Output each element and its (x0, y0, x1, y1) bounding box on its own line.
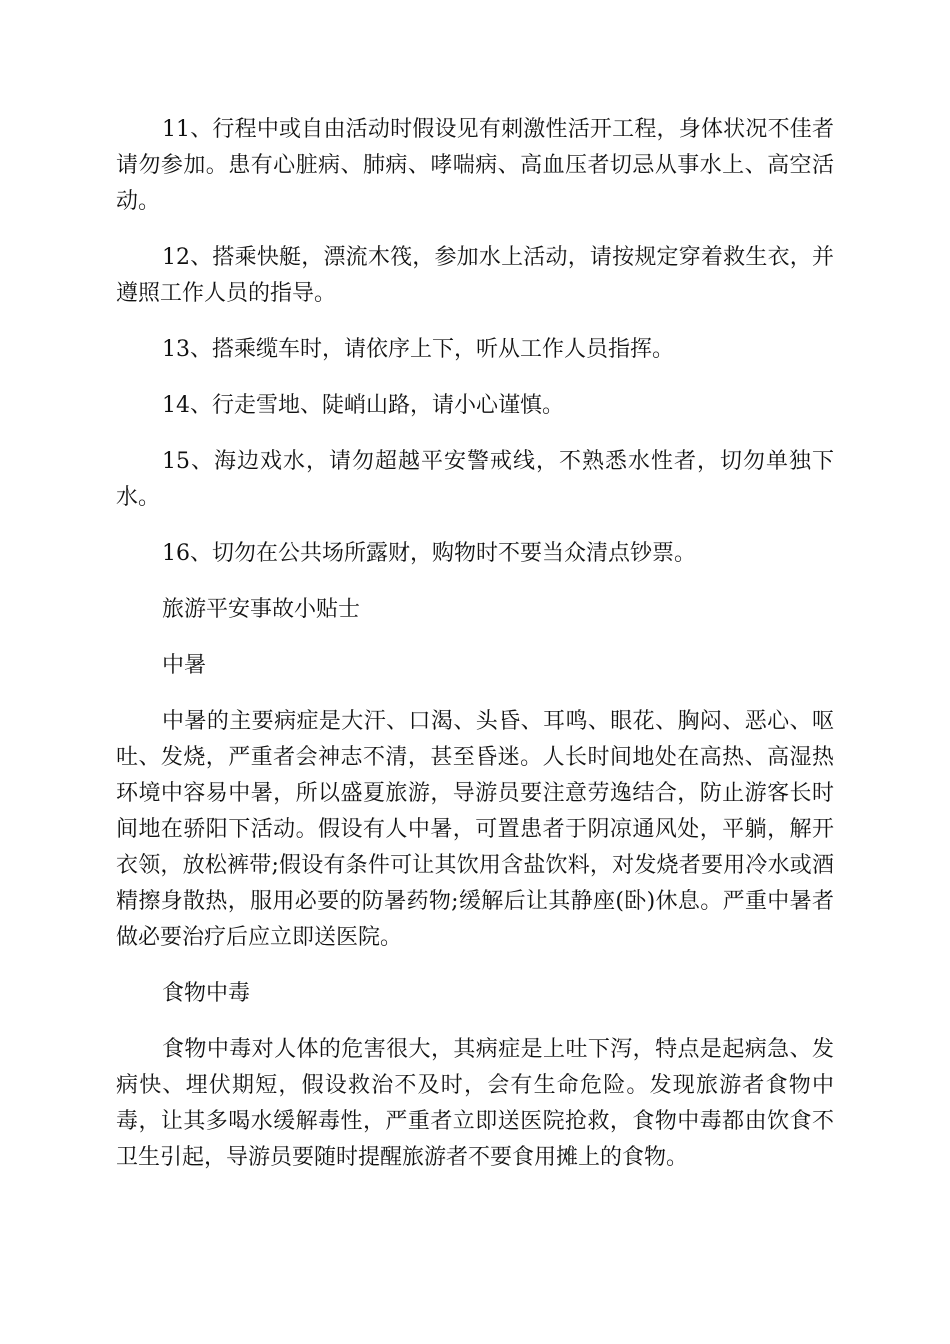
heatstroke-heading: 中暑 (162, 653, 207, 678)
document-body (116, 112, 834, 1196)
safety-item-16: 16、切勿在公共场所露财，购物时不要当众清点钞票。 (162, 541, 696, 566)
safety-item-11: 11、行程中或自由活动时假设见有刺激性活开工程，身体状况不佳者请勿参加。患有心脏病、肺病、哮喘病、高血压者切忌从事水上、高空活动。 (116, 117, 834, 214)
heatstroke-body: 中暑的主要病症是大汗、口渴、头昏、耳鸣、眼花、胸闷、恶心、呕吐、发烧，严重者会神志不清，甚至昏迷。人长时间地处在高热、高湿热环境中容易中暑，所以盛夏旅游，导游员要注意劳逸结合，防止游客长时间地在骄阳下活动。假设有人中暑，可置患者于阴凉通风处，平躺，解开衣领，放松裤带;假设有条件可让其饮用含盐饮料，对发烧者要用冷水或酒精擦身散热，服用必要的防暑药物;缓解后让其静座(卧)休息。严重中暑者做必要治疗后应立即送医院。 (116, 709, 834, 950)
safety-item-14: 14、行走雪地、陡峭山路，请小心谨慎。 (162, 393, 564, 418)
safety-item-13: 13、搭乘缆车时，请依序上下，听从工作人员指挥。 (162, 337, 674, 362)
safety-item-12: 12、搭乘快艇，漂流木筏，参加水上活动，请按规定穿着救生衣，并遵照工作人员的指导。 (116, 245, 834, 306)
food-poisoning-body: 食物中毒对人体的危害很大，其病症是上吐下泻，特点是起病急、发病快、埋伏期短，假设救治不及时，会有生命危险。发现旅游者食物中毒，让其多喝水缓解毒性，严重者立即送医院抢救，食物中毒都由饮食不卫生引起，导游员要随时提醒旅游者不要食用摊上的食物。 (116, 1037, 834, 1170)
food-poisoning-heading: 食物中毒 (162, 981, 251, 1006)
section-title: 旅游平安事故小贴士 (162, 597, 361, 622)
safety-item-15: 15、海边戏水，请勿超越平安警戒线，不熟悉水性者，切勿单独下水。 (116, 449, 834, 510)
